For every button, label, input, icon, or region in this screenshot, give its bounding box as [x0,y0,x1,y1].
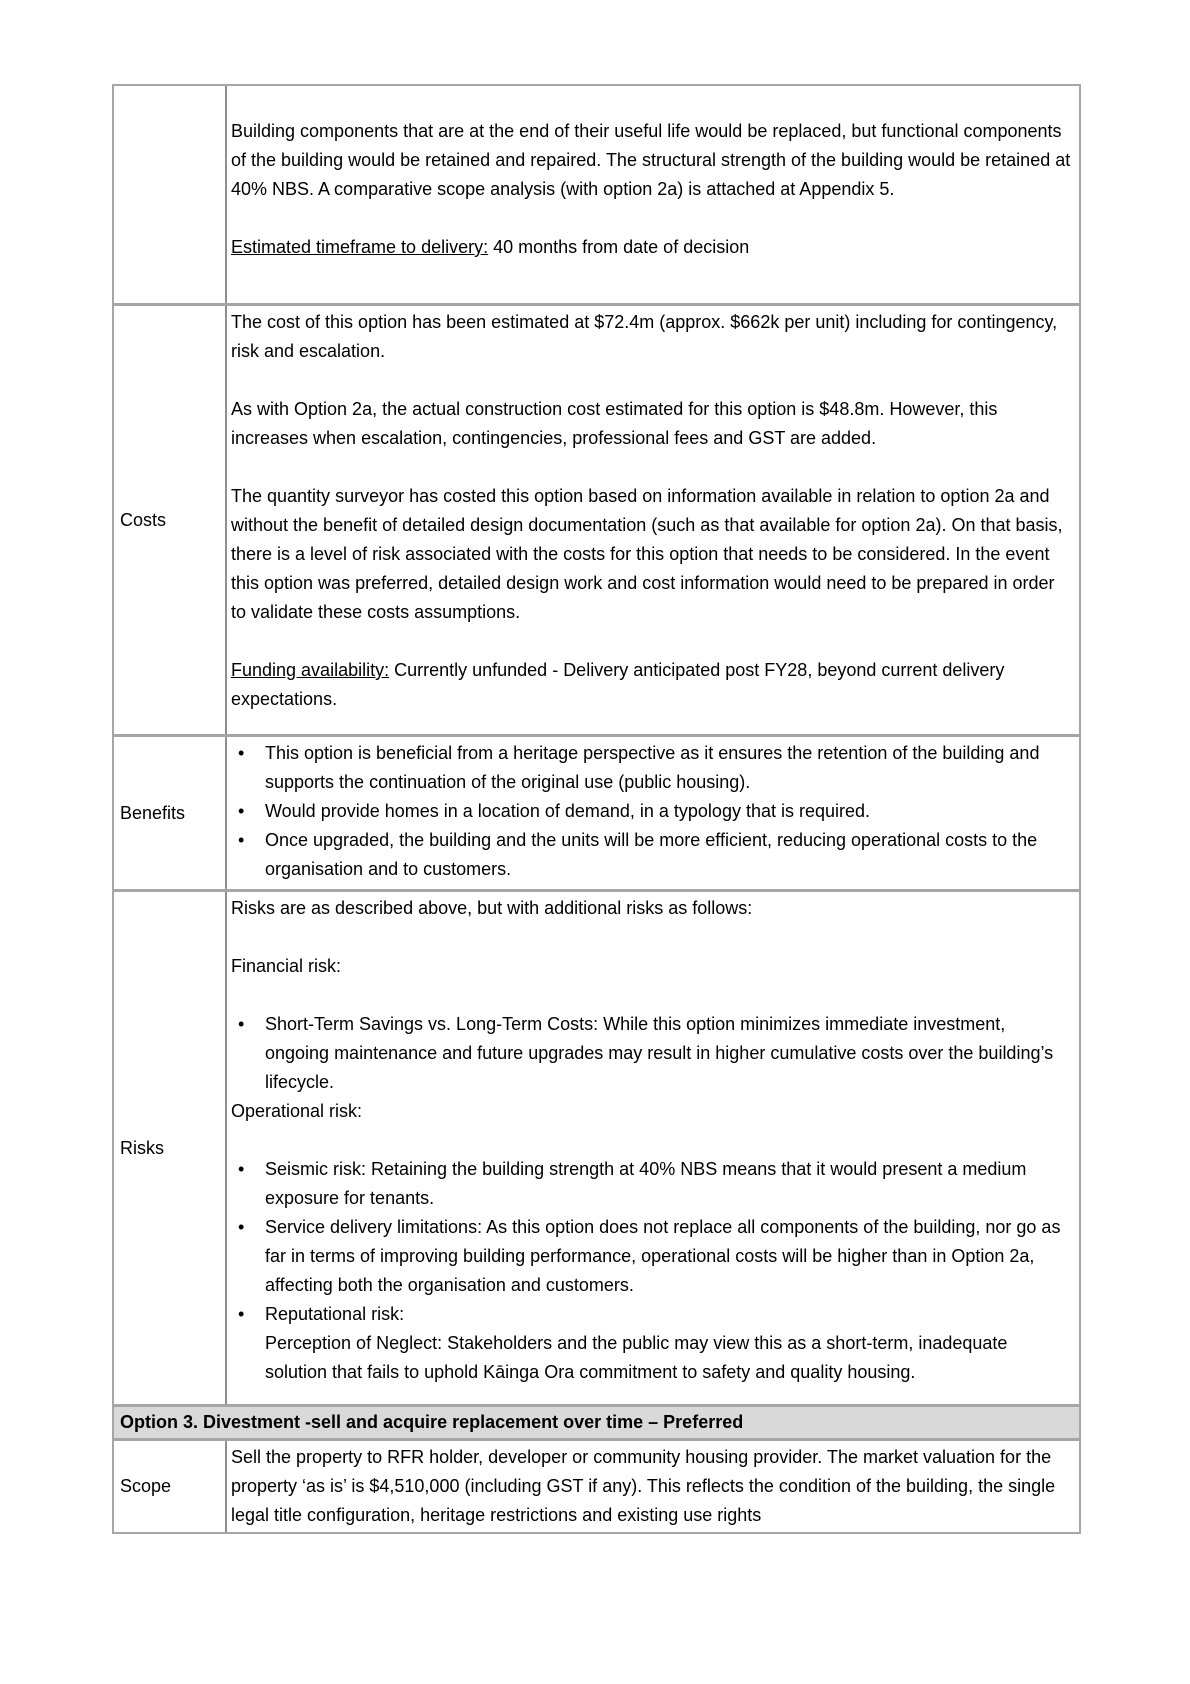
paragraph: Financial risk: [231,956,342,976]
paragraph: As with Option 2a, the actual construction cost estimated for this option is $48.8m. However, this increases when escalation, contingencies, professional fees and GST are added. [231,399,998,448]
table-row-costs [114,303,1079,734]
paragraph: Risks are as described above, but with additional risks as follows: [231,898,753,918]
blank-line [231,1126,1073,1155]
bullet-item [231,1300,1073,1329]
row-content-risks [227,892,1079,1404]
row-label-costs: Costs [114,306,227,734]
bullet-icon: • [238,1014,245,1034]
blank-line [231,627,1073,656]
underlined-lead: Funding availability: [231,660,390,680]
paragraph: The quantity surveyor has costed this option based on information available in relation to option 2a and without the benefit of detailed design documentation (such as that available for option 2a). On that basis, there is a level of risk associated with the costs for this option that needs to be considered. In the event this option was preferred, detailed design work and cost information would need to be prepared in order to validate these costs assumptions. [231,486,1063,622]
bullet-text: Seismic risk: Retaining the building strength at 40% NBS means that it would present a medium exposure for tenants. [265,1159,1027,1208]
paragraph [231,656,1073,714]
options-table [112,84,1081,1534]
bullet-item [231,826,1073,884]
bullet-text: Short-Term Savings vs. Long-Term Costs: While this option minimizes immediate investment, ongoing maintenance and future upgrades may result in higher cumulative costs over the building’s lifecycle. [265,1014,1054,1092]
paragraph: Building components that are at the end of their useful life would be replaced, but functional components of the building would be retained and repaired. The structural strength of the building would be retained at 40% NBS. A comparative scope analysis (with option 2a) is attached at Appendix 5. [231,121,1071,199]
paragraph: The cost of this option has been estimated at $72.4m (approx. $662k per unit) including for contingency, risk and escalation. [231,312,1058,361]
paragraph-text: Currently unfunded - Delivery anticipated post FY28, beyond current delivery expectations. [231,660,1005,709]
table-row-benefits [114,734,1079,889]
row-content-costs [227,306,1079,734]
blank-line [231,366,1073,395]
bullet-icon: • [238,1304,245,1324]
paragraph-text: 40 months from date of decision [488,237,750,257]
blank-line [231,453,1073,482]
bullet-icon: • [238,830,245,850]
paragraph: Sell the property to RFR holder, developer or community housing provider. The market valuation for the property ‘as is’ is $4,510,000 (including GST if any). This reflects the condition of the building, the single legal title configuration, heritage restrictions and existing use rights [231,1447,1056,1525]
blank-line [231,923,1073,952]
bullet-text: Once upgraded, the building and the units will be more efficient, reducing operational costs to the organisation and to customers. [265,830,1038,879]
blank-line [231,204,1073,233]
row-label-scope: Scope [114,1441,227,1532]
bullet-text: Would provide homes in a location of demand, in a typology that is required. [265,801,871,821]
row-label-risks: Risks [114,892,227,1404]
option-header-row: Option 3. Divestment -sell and acquire replacement over time – Preferred [114,1404,1079,1438]
row-label-continuation [114,86,227,303]
bullet-text: Service delivery limitations: As this option does not replace all components of the building, nor go as far in terms of improving building performance, operational costs will be higher than in Option 2a, affecting both the organisation and customers. [265,1217,1061,1295]
underlined-lead: Estimated timeframe to delivery: [231,237,489,257]
bullet-item [231,1155,1073,1213]
row-content-benefits [227,737,1079,889]
bullet-item [231,1213,1073,1300]
bullet-item [231,797,1073,826]
row-content-scope [227,1441,1079,1532]
bullet-text: Reputational risk: [265,1304,405,1324]
row-content-continuation [227,86,1079,303]
table-row-continuation [114,86,1079,303]
bullet-item [231,739,1073,797]
indented-paragraph: Perception of Neglect: Stakeholders and the public may view this as a short-term, inadequate solution that fails to uphold Kāinga Ora commitment to safety and quality housing. [265,1333,1008,1382]
bullet-icon: • [238,743,245,763]
blank-line [231,981,1073,1010]
bullet-item [231,1010,1073,1097]
bullet-icon: • [238,1217,245,1237]
table-row-scope [114,1438,1079,1532]
paragraph: Operational risk: [231,1101,363,1121]
paragraph [231,233,1073,262]
bullet-icon: • [238,1159,245,1179]
table-row-risks [114,889,1079,1404]
bullet-icon: • [238,801,245,821]
row-label-benefits: Benefits [114,737,227,889]
blank-line [231,88,1073,117]
bullet-text: This option is beneficial from a heritage perspective as it ensures the retention of the building and supports the continuation of the original use (public housing). [265,743,1040,792]
